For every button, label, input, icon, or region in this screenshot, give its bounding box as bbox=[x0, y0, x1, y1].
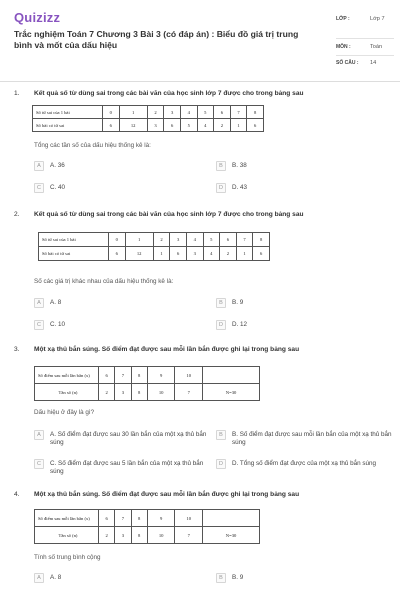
table-cell: 2 bbox=[99, 527, 115, 544]
table-cell: 0 bbox=[109, 233, 126, 247]
table-cell: 10 bbox=[175, 367, 203, 384]
question-heading bbox=[14, 211, 384, 218]
page-title: Trắc nghiệm Toán 7 Chương 3 Bài 3 (có đáp án) : Biểu đồ giá trị trung bình và mốt của dấu hiệu bbox=[14, 29, 299, 50]
table-cell: 8 bbox=[131, 527, 147, 544]
table-cell: 3 bbox=[147, 119, 164, 132]
option-text: D. 43 bbox=[232, 184, 248, 191]
meta-row-subject bbox=[336, 39, 394, 56]
table-cell: 2 bbox=[99, 384, 115, 401]
table-cell: 10 bbox=[175, 510, 203, 527]
option-letter-badge: A bbox=[34, 430, 44, 440]
option-text: C. 40 bbox=[50, 184, 66, 191]
question-4 bbox=[0, 491, 400, 600]
table-cell: 7 bbox=[115, 367, 131, 384]
table-cell: 12 bbox=[125, 247, 153, 261]
question-3 bbox=[0, 346, 400, 484]
question-prompt: Tính số trung bình cộng bbox=[34, 554, 101, 561]
table-row bbox=[35, 527, 260, 544]
option-text: A. 8 bbox=[50, 574, 62, 581]
table-cell: 6 bbox=[109, 247, 126, 261]
table-row-label: Tần số (n) bbox=[35, 527, 99, 544]
frequency-table bbox=[34, 509, 260, 544]
table-cell: 12 bbox=[119, 119, 147, 132]
table-cell: 7 bbox=[230, 106, 247, 119]
table-cell: 7 bbox=[175, 384, 203, 401]
option-letter-badge: A bbox=[34, 298, 44, 308]
frequency-table bbox=[38, 232, 270, 261]
question-heading bbox=[14, 491, 384, 498]
question-text: Kết quả số từ dùng sai trong các bài văn của học sinh lớp 7 được cho trong bảng sau bbox=[34, 211, 304, 218]
question-1 bbox=[0, 90, 400, 205]
table-cell: 7 bbox=[115, 510, 131, 527]
table-cell: 1 bbox=[125, 233, 153, 247]
table-row bbox=[35, 510, 260, 527]
meta-label: SỐ CÂU : bbox=[336, 60, 359, 66]
table-cell bbox=[203, 510, 260, 527]
table-cell: 3 bbox=[164, 106, 181, 119]
option-letter-badge: D bbox=[216, 183, 226, 193]
table-cell: 2 bbox=[147, 106, 164, 119]
option-letter-badge: B bbox=[216, 298, 226, 308]
table-cell: 6 bbox=[99, 367, 115, 384]
option-text: C. 10 bbox=[50, 321, 66, 328]
page-header bbox=[0, 0, 400, 82]
question-heading bbox=[14, 346, 384, 353]
table-row-label: Số điểm sau mỗi lần bắn (x) bbox=[35, 367, 99, 384]
meta-panel bbox=[336, 14, 394, 70]
answer-option-b[interactable] bbox=[216, 298, 243, 308]
table-cell: 4 bbox=[203, 247, 220, 261]
option-text: A. Số điểm đạt được sau 30 lần bắn của một xạ thủ bắn súng bbox=[50, 431, 207, 446]
frequency-table bbox=[32, 105, 264, 132]
option-letter-badge: B bbox=[216, 161, 226, 171]
question-number: 2. bbox=[14, 211, 20, 218]
option-letter-badge: D bbox=[216, 320, 226, 330]
meta-label: MÔN : bbox=[336, 44, 351, 50]
table-cell: 1 bbox=[119, 106, 147, 119]
question-text: Một xạ thủ bắn súng. Số điểm đạt được sau mỗi lần bắn được ghi lại trong bảng sau bbox=[34, 491, 300, 498]
table-cell: 2 bbox=[214, 119, 231, 132]
answer-option-c[interactable] bbox=[34, 183, 65, 193]
table-row bbox=[35, 384, 260, 401]
option-text: A. 8 bbox=[50, 299, 62, 306]
answer-option-b[interactable] bbox=[216, 430, 394, 447]
question-prompt: Tổng các tần số của dấu hiệu thống kê là: bbox=[34, 142, 151, 149]
answer-option-a[interactable] bbox=[34, 430, 210, 447]
answer-option-b[interactable] bbox=[216, 573, 243, 583]
table-cell: 6 bbox=[214, 106, 231, 119]
table-cell: 8 bbox=[131, 510, 147, 527]
answer-options bbox=[34, 298, 394, 348]
table-cell: 1 bbox=[236, 247, 253, 261]
table-row-label: Số bài có từ sai bbox=[39, 247, 109, 261]
table-cell: 0 bbox=[103, 106, 120, 119]
table-cell: 5 bbox=[203, 233, 220, 247]
meta-row-count bbox=[336, 56, 394, 70]
table-cell: 8 bbox=[131, 367, 147, 384]
question-number: 4. bbox=[14, 491, 20, 498]
table-cell: 7 bbox=[236, 233, 253, 247]
table-cell: 9 bbox=[147, 367, 175, 384]
option-text: D. Tổng số điểm đạt được của một xạ thủ bắn súng bbox=[232, 460, 377, 467]
table-cell: 2 bbox=[153, 233, 170, 247]
option-text: B. 38 bbox=[232, 162, 247, 169]
table-cell: 6 bbox=[253, 247, 270, 261]
table-cell: N=30 bbox=[203, 384, 260, 401]
option-text: B. 9 bbox=[232, 299, 244, 306]
table-row bbox=[35, 367, 260, 384]
answer-option-c[interactable] bbox=[34, 320, 65, 330]
option-text: B. 9 bbox=[232, 574, 244, 581]
table-row-label: Tần số (n) bbox=[35, 384, 99, 401]
answer-option-d[interactable] bbox=[216, 459, 394, 469]
answer-option-a[interactable] bbox=[34, 161, 65, 171]
table-cell: 3 bbox=[186, 247, 203, 261]
table-cell: 8 bbox=[253, 233, 270, 247]
option-letter-badge: C bbox=[34, 183, 44, 193]
option-text: D. 12 bbox=[232, 321, 248, 328]
table-cell: 3 bbox=[115, 384, 131, 401]
answer-options bbox=[34, 430, 394, 484]
option-letter-badge: B bbox=[216, 573, 226, 583]
table-cell: 6 bbox=[103, 119, 120, 132]
table-cell: 8 bbox=[247, 106, 264, 119]
answer-option-d[interactable] bbox=[216, 183, 247, 193]
table-cell: 4 bbox=[197, 119, 214, 132]
table-cell: 10 bbox=[147, 384, 175, 401]
table-cell: 4 bbox=[186, 233, 203, 247]
table-row bbox=[33, 119, 264, 132]
answer-option-a[interactable] bbox=[34, 573, 61, 583]
option-letter-badge: D bbox=[216, 459, 226, 469]
table-cell: N=30 bbox=[203, 527, 260, 544]
table-cell: 6 bbox=[164, 119, 181, 132]
question-heading bbox=[14, 90, 384, 97]
option-text: C. Số điểm đạt được sau 5 lần bắn của một xạ thủ bắn súng bbox=[50, 460, 204, 475]
meta-value: Lớp 7 bbox=[370, 16, 385, 22]
question-number: 1. bbox=[14, 90, 20, 97]
table-cell: 6 bbox=[220, 233, 237, 247]
table-cell: 6 bbox=[170, 247, 187, 261]
answer-options bbox=[34, 573, 394, 593]
table-row bbox=[39, 233, 270, 247]
table-row-label: Số bài có từ sai bbox=[33, 119, 103, 132]
meta-label: LỚP : bbox=[336, 16, 350, 22]
answer-option-d[interactable] bbox=[216, 320, 247, 330]
answer-options bbox=[34, 161, 394, 211]
frequency-table bbox=[34, 366, 260, 401]
option-letter-badge: A bbox=[34, 161, 44, 171]
table-cell: 5 bbox=[197, 106, 214, 119]
meta-value: 14 bbox=[370, 60, 377, 66]
meta-value: Toán bbox=[370, 44, 383, 50]
table-cell: 3 bbox=[170, 233, 187, 247]
table-row-label: Số từ sai của 1 bài bbox=[39, 233, 109, 247]
option-letter-badge: C bbox=[34, 459, 44, 469]
question-number: 3. bbox=[14, 346, 20, 353]
table-row-label: Số điểm sau mỗi lần bắn (x) bbox=[35, 510, 99, 527]
meta-row-class bbox=[336, 14, 394, 39]
answer-option-a[interactable] bbox=[34, 298, 61, 308]
table-cell: 6 bbox=[247, 119, 264, 132]
option-text: A. 36 bbox=[50, 162, 65, 169]
question-2 bbox=[0, 211, 400, 336]
table-cell: 1 bbox=[153, 247, 170, 261]
option-letter-badge: A bbox=[34, 573, 44, 583]
table-cell: 3 bbox=[115, 527, 131, 544]
answer-option-c[interactable] bbox=[34, 459, 210, 476]
question-prompt: Số các giá trị khác nhau của dấu hiệu thống kê là: bbox=[34, 278, 174, 285]
table-cell: 4 bbox=[180, 106, 197, 119]
question-text: Một xạ thủ bắn súng. Số điểm đạt được sau mỗi lần bắn được ghi lại trong bảng sau bbox=[34, 346, 300, 353]
option-text: B. Số điểm đạt được sau mỗi lần bắn của một xạ thủ bắn súng bbox=[232, 431, 392, 446]
question-text: Kết quả số từ dùng sai trong các bài văn của học sinh lớp 7 được cho trong bảng sau bbox=[34, 90, 304, 97]
answer-option-b[interactable] bbox=[216, 161, 247, 171]
table-cell: 5 bbox=[180, 119, 197, 132]
table-row bbox=[39, 247, 270, 261]
quizizz-logo: Quizizz bbox=[14, 10, 61, 25]
option-letter-badge: C bbox=[34, 320, 44, 330]
table-cell: 7 bbox=[175, 527, 203, 544]
table-cell: 8 bbox=[131, 384, 147, 401]
table-cell: 9 bbox=[147, 510, 175, 527]
question-prompt: Dấu hiệu ở đây là gì? bbox=[34, 409, 95, 416]
table-row bbox=[33, 106, 264, 119]
table-cell: 1 bbox=[230, 119, 247, 132]
option-letter-badge: B bbox=[216, 430, 226, 440]
table-cell bbox=[203, 367, 260, 384]
table-cell: 2 bbox=[220, 247, 237, 261]
table-row-label: Số từ sai của 1 bài bbox=[33, 106, 103, 119]
table-cell: 10 bbox=[147, 527, 175, 544]
table-cell: 6 bbox=[99, 510, 115, 527]
